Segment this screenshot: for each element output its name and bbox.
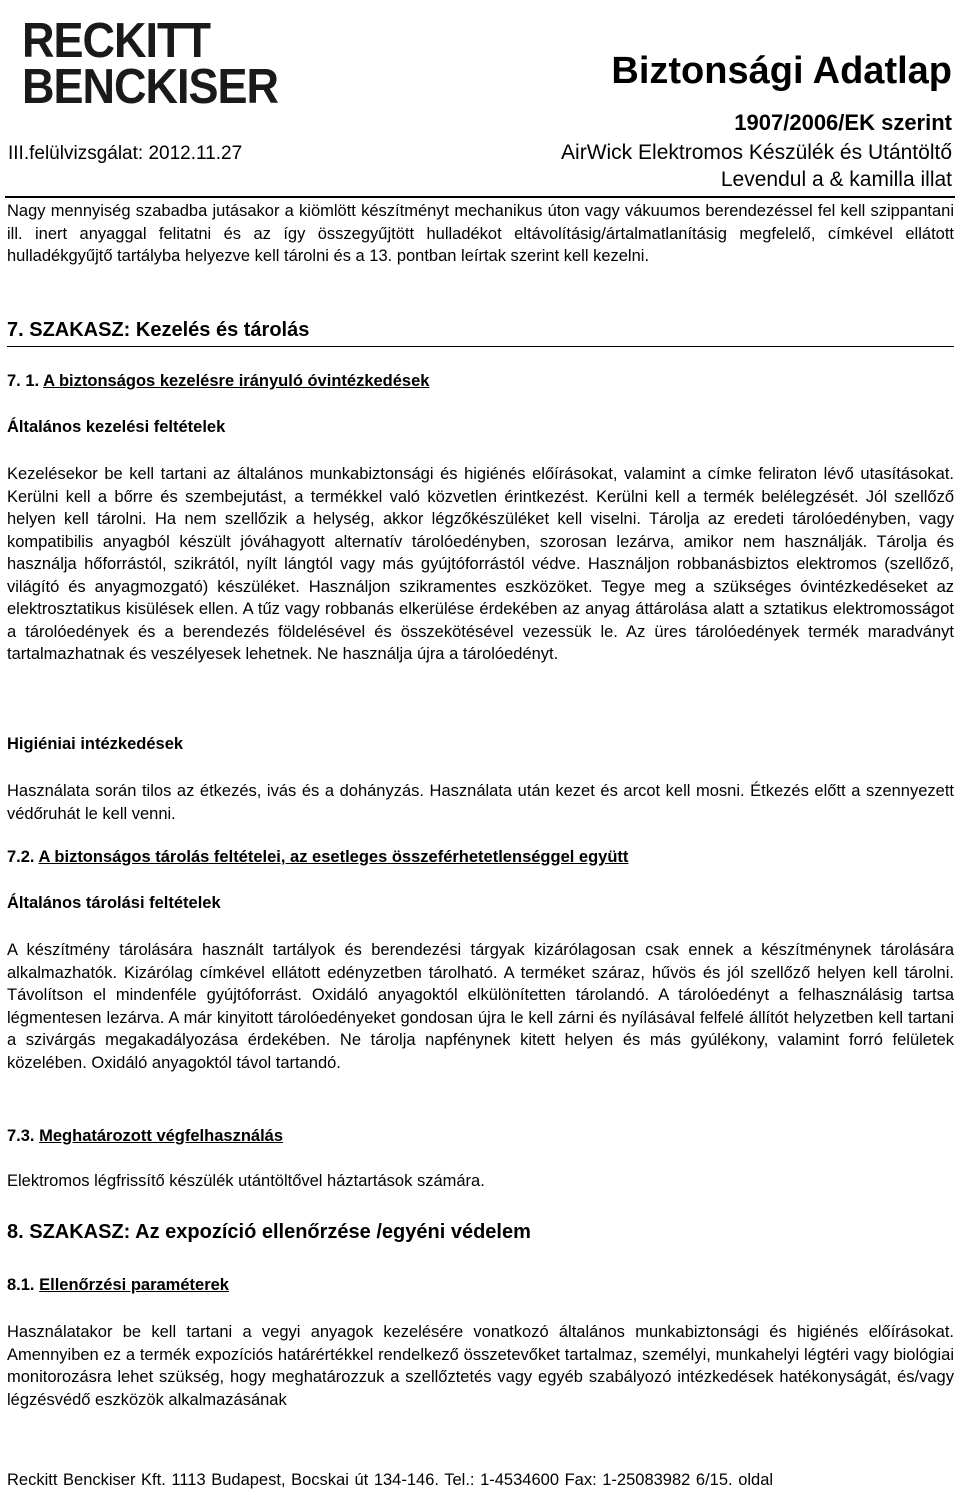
general-storage-text: A készítmény tárolására használt tartályok és berendezési tárgyak kizárólagosan csak ennek a készítménynek tárolására alkalmazhatók. Kizárólag címkével ellátott edényzetben tárolható. A terméket száraz, hűvös és jól szellőző helyen kell tárolni. Távolítson el mindenféle gyújtóforrást. Oxidáló anyagoktól elkülönítetten tárolandó. A tárolóedényt a felhasználásig tartsa légmentesen lezárva. A már kinyitott tárolóedényeket gondosan újra le kell zárni és nyílásával felfelé állítót helyzetben kell tartani a szivárgás megakadályozása érdekében. Ne tárolja napfénynek kitett helyen és más gyúlékony, valamint forró felületek közelében. Oxidáló anyagoktól távol tartandó. [7, 941, 954, 1072]
general-storage-title: Általános tárolási feltételek [7, 894, 221, 912]
product-name: AirWick Elektromos Készülék és Utántöltő [561, 141, 952, 164]
subsection-8-1-title: Ellenőrzési paraméterek [39, 1276, 229, 1294]
general-handling-title: Általános kezelési feltételek [7, 418, 226, 436]
product-variant: Levendul a & kamilla illat [720, 168, 952, 191]
page-footer: Reckitt Benckiser Kft. 1113 Budapest, Bocskai út 134-146. Tel.: 1-4534600 Fax: 1-25083982 6/15. oldal [7, 1471, 774, 1489]
subsection-7-3-number: 7.3. [7, 1127, 35, 1145]
logo-line-2: BENCKISER [22, 58, 279, 115]
section-7-title: 7. SZAKASZ: Kezelés és tárolás [7, 319, 954, 347]
subsection-7-2-title: A biztonságos tárolás feltételei, az esetleges összeférhetetlenséggel együtt [38, 848, 629, 866]
revision-date: III.felülvizsgálat: 2012.11.27 [8, 143, 243, 164]
hygiene-title: Higiéniai intézkedések [7, 735, 184, 753]
subsection-7-2-number: 7.2. [7, 848, 35, 866]
subsection-7-1-number: 7. 1. [7, 372, 40, 390]
document-title: Biztonsági Adatlap [611, 50, 952, 92]
subsection-7-1-title: A biztonságos kezelésre irányuló óvintézkedések [43, 372, 430, 390]
logo-line-1: RECKITT [22, 12, 210, 69]
subsection-7-3-title: Meghatározott végfelhasználás [39, 1127, 284, 1145]
end-use-text: Elektromos légfrissítő készülék utántöltővel háztartások számára. [7, 1172, 485, 1190]
company-logo [22, 10, 292, 115]
subsection-8-1-heading [7, 1276, 229, 1295]
intro-paragraph: Nagy mennyiség szabadba jutásakor a kiömlött készítményt mechanikus úton vagy vákuumos berendezéssel fel kell szippantani ill. inert anyaggal felitatni és az így összegyűjtött hulladékot eltávolításig/ártalmatlanításig megfelelő, címkével ellátott hulladékgyűjtő tartályba helyezve kell tárolni és a 13. pontban leírtak szerint kell kezelni. [7, 202, 954, 265]
header-divider [5, 196, 955, 198]
subsection-7-1-heading [7, 372, 429, 391]
regulation-reference: 1907/2006/EK szerint [734, 110, 952, 135]
subsection-8-1-number: 8.1. [7, 1276, 35, 1294]
subsection-7-3-heading [7, 1127, 283, 1146]
section-8-title: 8. SZAKASZ: Az expozíció ellenőrzése /egyéni védelem [7, 1221, 531, 1243]
general-handling-text: Kezelésekor be kell tartani az általános munkabiztonsági és higiénés előírásokat, valamint a címke feliraton lévő utasításokat. Kerülni kell a bőrre és szembejutást, a termékkel való közvetlen érintkezést. Kerülni kell a termék belélegzését. Jól szellőző helyen kell tárolni. Ha nem szellőzik a helység, akkor légzőkészüléket kell viselni. Tárolja az eredeti tárolóedényben, vagy kompatibilis anyagból készült jóváhagyott alternatív tárolóedényben, szorosan lezárva, amikor nem használják. Tárolja és használja hőforrástól, szikrától, nyílt lángtól vagy más gyújtóforrástól védve. Használjon robbanásbiztos elektromos (szellőző, világító és anyagmozgató) készüléket. Használjon szikramentes eszközöket. Tegye meg a szükséges óvintézkedéseket az elektrosztatikus kisülések ellen. A tűz vagy robbanás elkerülése érdekében az anyag áttárolása alatt a sztatikus elektromosságot a tárolóedények és a berendezés földelésével és összekötésével vezessük le. Az üres tárolóedények termék maradványt tartalmazhatnak és veszélyesek lehetnek. Ne használja újra a tárolóedényt. [7, 465, 954, 663]
hygiene-text: Használata során tilos az étkezés, ivás és a dohányzás. Használata után kezet és arcot kell mosni. Étkezés előtt a szennyezett védőruhát le kell venni. [7, 782, 954, 823]
subsection-7-2-heading [7, 848, 628, 867]
control-parameters-text: Használatakor be kell tartani a vegyi anyagok kezelésére vonatkozó általános munkabiztonsági és higiénés előírásokat. Amennyiben ez a termék expozíciós határértékkel rendelkező összetevőket tartalmaz, személyi, munkahelyi légtéri vagy biológiai monitorozásra lehet szükség, hogy meghatározzuk a szellőztetés vagy egyéb szabályozó intézkedések hatékonyságát, és/vagy légzésvédő eszközök alkalmazásának [7, 1323, 954, 1409]
